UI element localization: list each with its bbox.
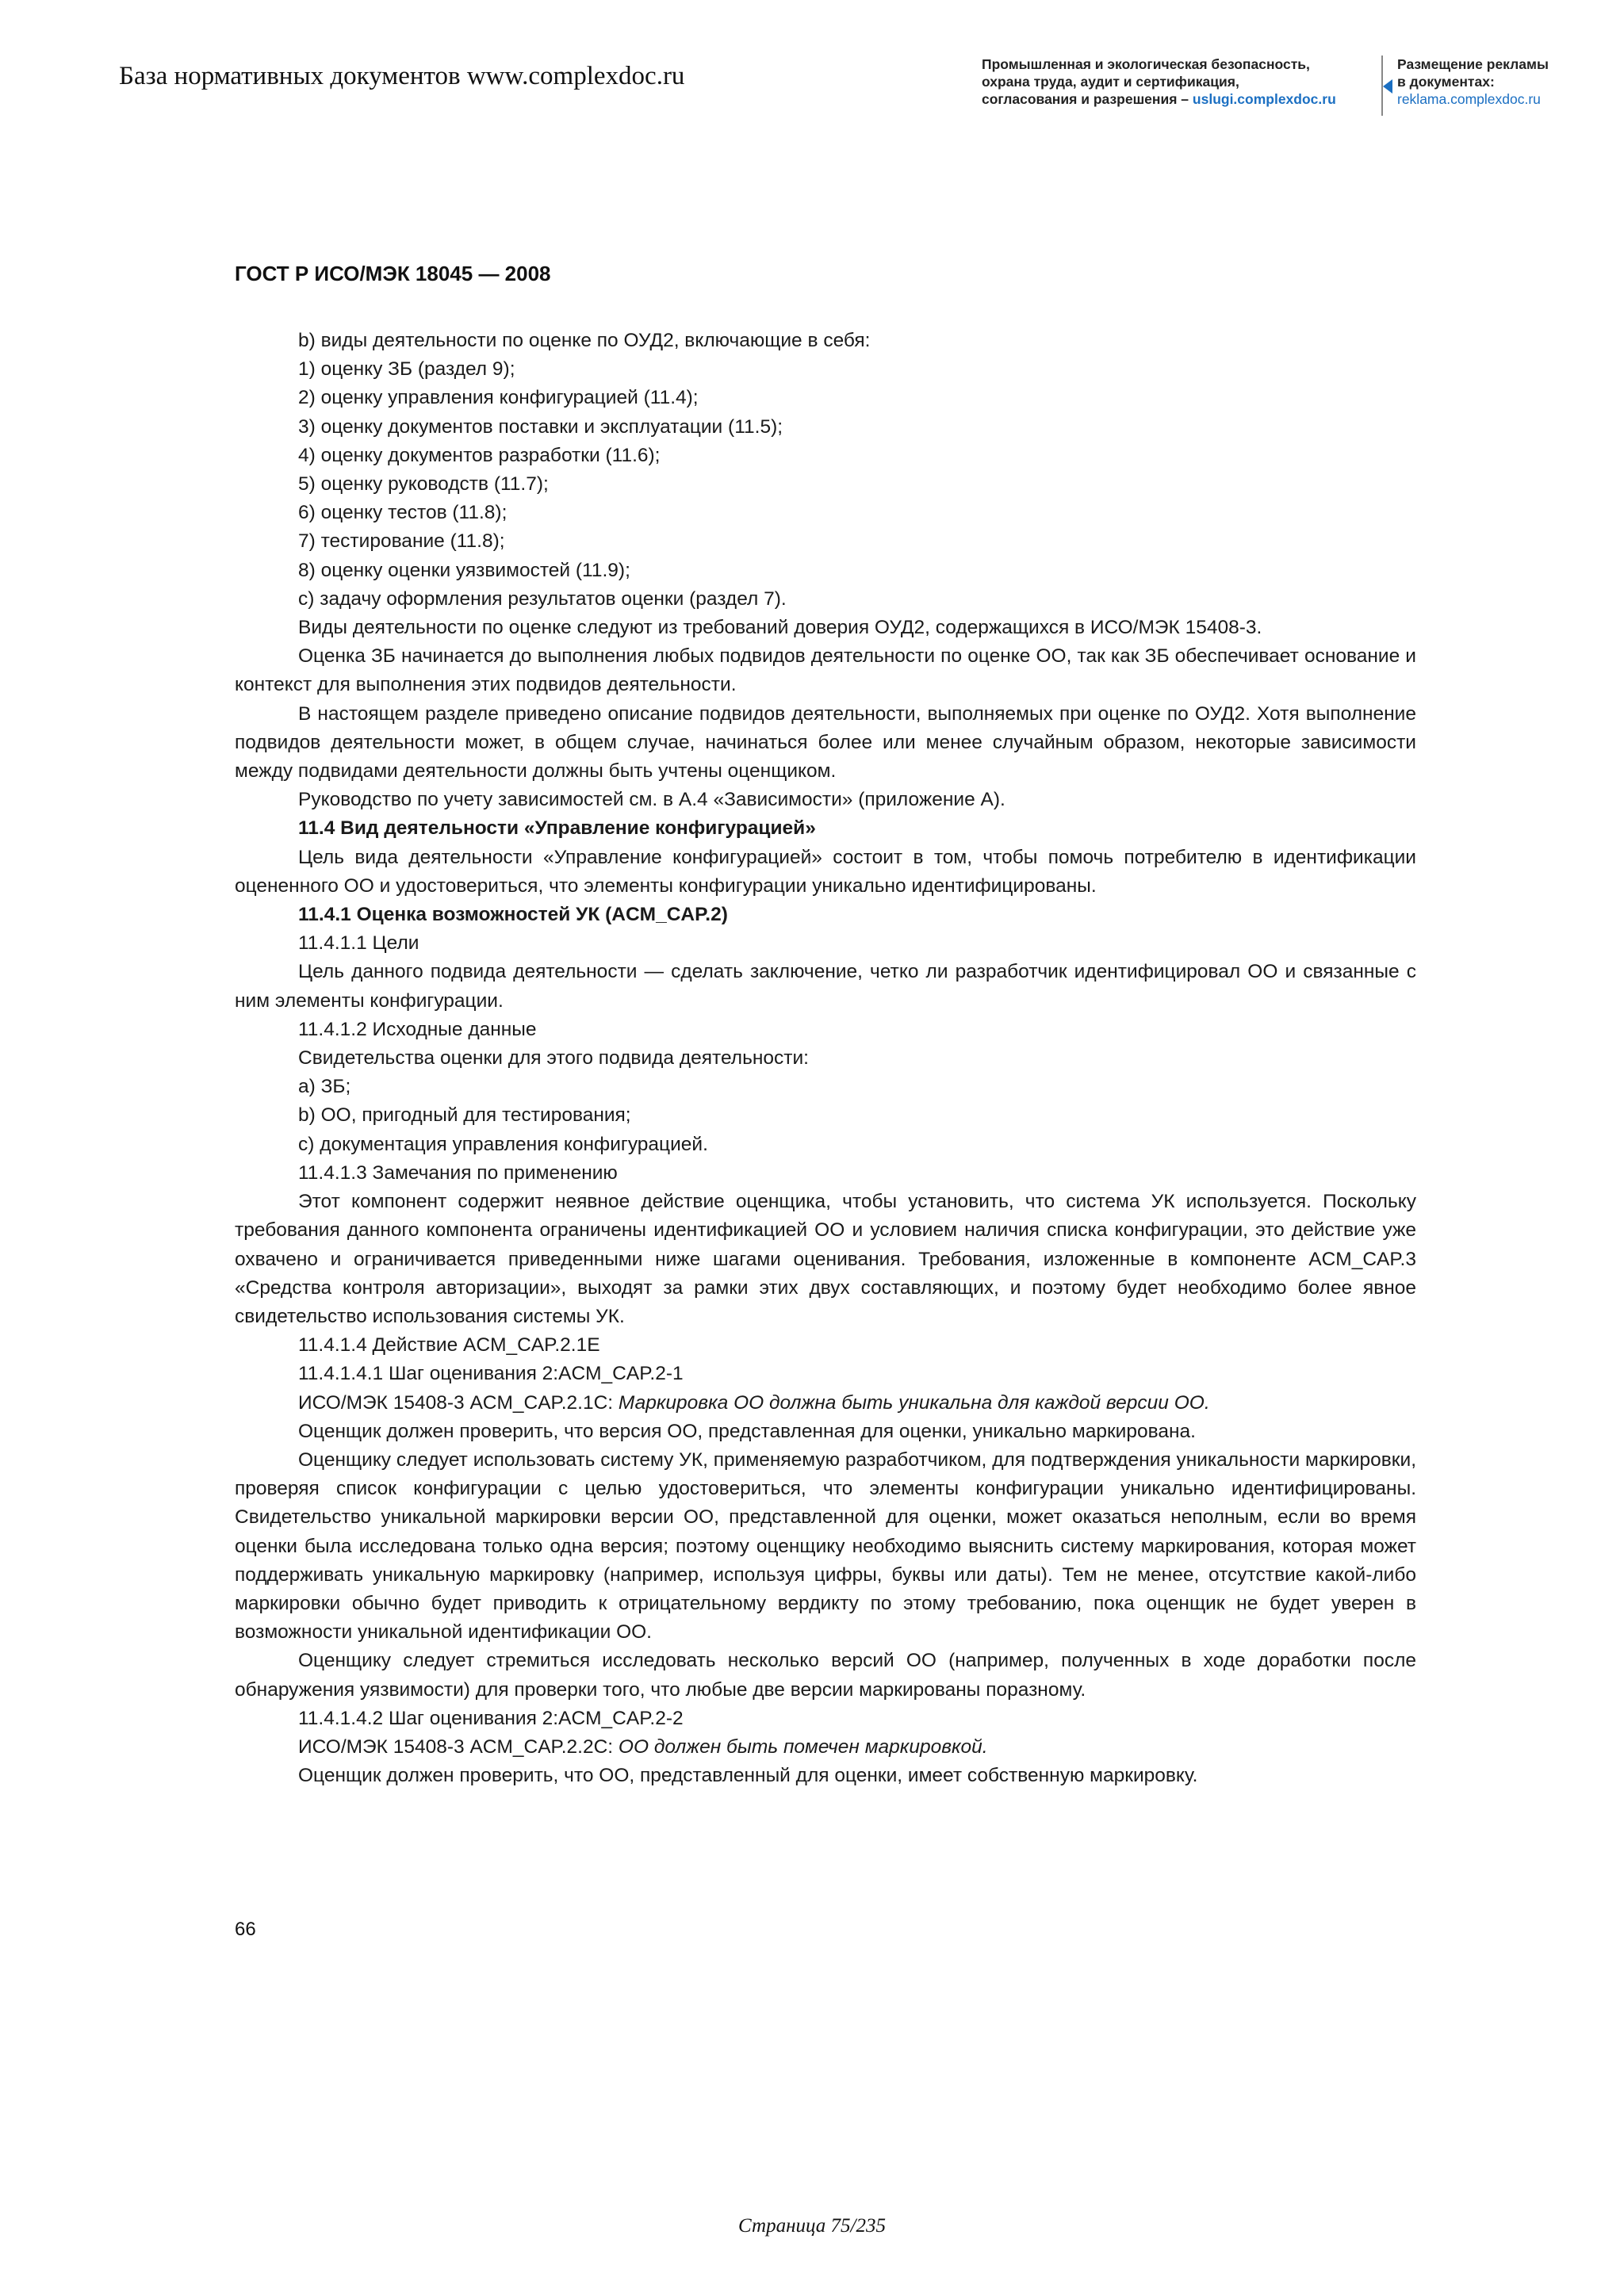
requirement-text: ОО должен быть помечен маркировкой. [618,1735,988,1758]
step-heading: 11.4.1.4.2 Шаг оценивания 2:ACM_CAP.2-2 [298,1707,684,1729]
paragraph: Руководство по учету зависимостей см. в А.4 «Зависимости» (приложение А). [298,789,1005,811]
list-item: 1) оценку ЗБ (раздел 9); [298,358,515,381]
ad-line: в документах: [1397,74,1495,90]
ad-line: Размещение рекламы [1397,56,1549,72]
list-item: c) документация управления конфигурацией. [298,1133,708,1155]
requirement-ref: ИСО/МЭК 15408-3 ACM_CAP.2.2C: [298,1735,619,1758]
subsubsection-heading: 11.4.1.4 Действие ACM_CAP.2.1E [298,1334,600,1357]
promo-line: охрана труда, аудит и сертификация, [982,74,1239,90]
list-item: 3) оценку документов поставки и эксплуатации (11.5); [298,415,783,438]
page-footer: Страница 75/235 [738,2215,886,2237]
section-heading: 11.4 Вид деятельности «Управление конфигурацией» [298,817,816,840]
paragraph: Цель данного подвида деятельности — сделать заключение, четко ли разработчик идентифицировал ОО и связанные с ним элементы конфигурации. [235,961,1416,1012]
site-title: База нормативных документов www.complexdoc.ru [119,62,685,90]
subsection-heading: 11.4.1 Оценка возможностей УК (ACM_CAP.2) [298,904,728,926]
paragraph: Оценщику следует стремиться исследовать несколько версий ОО (например, полученных в ходе доработки после обнаружения уязвимости) для проверки того, что любые две версии маркированы поразному. [235,1650,1416,1701]
list-item: 4) оценку документов разработки (11.6); [298,444,661,466]
requirement-ref: ИСО/МЭК 15408-3 ACM_CAP.2.1C: [298,1391,619,1414]
list-item: a) ЗБ; [298,1076,351,1098]
document-body [235,327,1416,1790]
paragraph: Оценщик должен проверить, что версия ОО, представленная для оценки, уникально маркирована. [298,1420,1196,1442]
paragraph: Оценщику следует использовать систему УК, применяемую разработчиком, для подтверждения уникальности маркировки, проверяя список конфигурации с целью удостовериться, что элементы конфигурации уникально идентифицированы. Свидетельство уникальной маркировки версии ОО, представленной для оценки, может оказаться неполным, если во время оценки была исследована только одна версия; поэтому оценщику необходимо выяснить систему маркирования, которая может поддерживать уникальную маркировку (например, используя цифры, буквы или даты). Тем не менее, отсутствие какой-либо маркировки обычно будет приводить к отрицательному вердикту по этому требованию, пока оценщик не будет уверен в возможности уникальной идентификации ОО. [235,1448,1416,1644]
promo-block [982,55,1378,108]
paragraph: Оценка ЗБ начинается до выполнения любых подвидов деятельности по оценке ОО, так как ЗБ обеспечивает основание и контекст для выполнения этих подвидов деятельности. [235,645,1416,696]
promo-link[interactable]: uslugi.complexdoc.ru [1192,91,1336,107]
list-item: 7) тестирование (11.8); [298,530,505,553]
subsubsection-heading: 11.4.1.2 Исходные данные [298,1018,537,1040]
list-item: b) виды деятельности по оценке по ОУД2, включающие в себя: [298,330,871,351]
step-heading: 11.4.1.4.1 Шаг оценивания 2:ACM_CAP.2-1 [298,1363,684,1385]
paragraph: Цель вида деятельности «Управление конфигурацией» состоит в том, чтобы помочь потребителю в идентификации оцененного ОО и удостовериться, что элементы конфигурации уникально идентифицированы. [235,846,1416,897]
list-item: b) ОО, пригодный для тестирования; [298,1104,631,1127]
paragraph: Оценщик должен проверить, что ОО, представленный для оценки, имеет собственную маркировку. [298,1765,1198,1787]
list-item: c) задачу оформления результатов оценки (раздел 7). [298,587,787,610]
page-number: 66 [235,1919,256,1940]
paragraph: Свидетельства оценки для этого подвида деятельности: [298,1047,809,1070]
requirement-line [235,1389,1416,1418]
ad-block [1397,55,1603,108]
paragraph: Виды деятельности по оценке следуют из требований доверия ОУД2, содержащихся в ИСО/МЭК 15408-3. [298,617,1262,639]
requirement-text: Маркировка ОО должна быть уникальна для каждой версии ОО. [618,1391,1210,1414]
list-item: 2) оценку управления конфигурацией (11.4); [298,387,699,409]
subsubsection-heading: 11.4.1.1 Цели [298,932,419,955]
promo-line: Промышленная и экологическая безопасность, [982,56,1310,72]
subsubsection-heading: 11.4.1.3 Замечания по применению [298,1161,618,1184]
ad-link[interactable]: reklama.complexdoc.ru [1397,91,1541,107]
list-item: 6) оценку тестов (11.8); [298,502,508,524]
list-item: 5) оценку руководств (11.7); [298,473,549,496]
promo-prefix: согласования и разрешения – [982,91,1193,107]
paragraph: Этот компонент содержит неявное действие оценщика, чтобы установить, что система УК используется. Поскольку требования данного компонента ограничены идентификацией ОО и условием наличия списка конфигурации, это действие уже охвачено и ограничивается приведенными ниже шагами оценивания. Требования, изложенные в компоненте ACM_CAP.3 «Средства контроля авторизации», выходят за рамки этих двух составляющих, и поэтому будет необходимо более явное свидетельство использования системы УК. [235,1191,1416,1327]
requirement-line [235,1733,1416,1762]
arrow-left-icon [1383,79,1392,94]
document-header: ГОСТ Р ИСО/МЭК 18045 — 2008 [235,262,551,285]
promo-line [982,90,1378,108]
list-item: 8) оценку оценки уязвимостей (11.9); [298,559,630,581]
paragraph: В настоящем разделе приведено описание подвидов деятельности, выполняемых при оценке по ОУД2. Хотя выполнение подвидов деятельности может, в общем случае, начинаться более или менее случайным образом, некоторые зависимости между подвидами деятельности должны быть учтены оценщиком. [235,702,1416,783]
